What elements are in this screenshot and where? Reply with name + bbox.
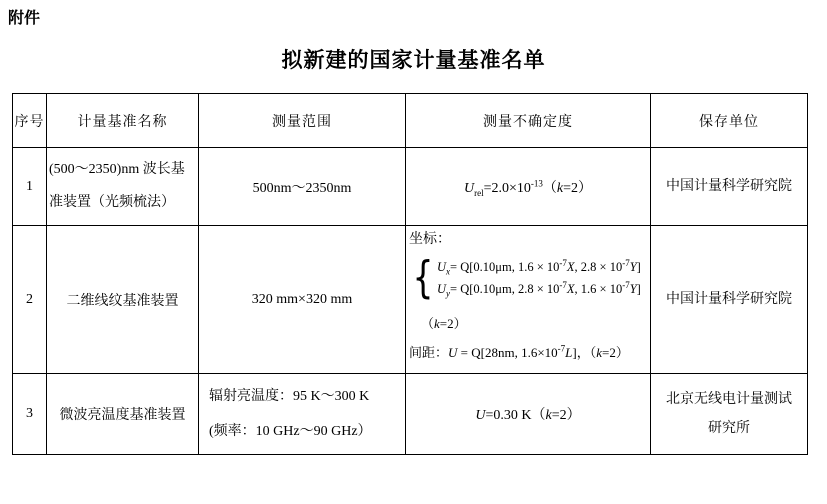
measurement-uncertainty: $U_{rel}=2.0\times 10^{-13}(k=2)$ bbox=[406, 148, 651, 226]
spacing-uncertainty: 间距：U = Q[28nm, $1.6\times 10^{-7}L$]，（k=2） bbox=[409, 343, 629, 360]
header-row bbox=[13, 94, 808, 148]
row-index: 2 bbox=[13, 226, 47, 374]
brace-glyph: { bbox=[412, 252, 434, 303]
range-line-2: (频率：10 GHz～90 GHz） bbox=[209, 424, 372, 439]
measurement-uncertainty bbox=[406, 226, 651, 374]
equation-ux: $U_x= Q[0.10\mu m$, $1.6 \times 10^{-7}X$, $2.8 \times 10^{-7}Y$] bbox=[437, 257, 641, 277]
standard-name: 二维线纹基准装置 bbox=[47, 226, 199, 374]
measurement-range: 320 mm×320 mm bbox=[199, 226, 406, 374]
coverage-factor: （k=2） bbox=[421, 316, 467, 331]
keeper-org: 中国计量科学研究院 bbox=[651, 148, 808, 226]
col-header-keeper: 保存单位 bbox=[651, 94, 808, 148]
standard-name: 微波亮温度基准装置 bbox=[47, 374, 199, 455]
table-row-3 bbox=[13, 374, 808, 455]
keeper-org: 中国计量科学研究院 bbox=[651, 226, 808, 374]
standards-table bbox=[12, 93, 808, 455]
table-row-1 bbox=[13, 148, 808, 226]
measurement-range bbox=[199, 374, 406, 455]
attachment-label: 附件 bbox=[8, 10, 41, 27]
range-line-1: 辐射亮温度：95 K～300 K bbox=[209, 389, 370, 404]
col-header-uncertainty: 测量不确定度 bbox=[406, 94, 651, 148]
table-row-2 bbox=[13, 226, 808, 374]
measurement-uncertainty: U=0.30 K（k=2） bbox=[406, 374, 651, 455]
standard-name: (500～2350)nm 波长基准装置（光频梳法） bbox=[47, 148, 199, 226]
col-header-index: 序号 bbox=[13, 94, 47, 148]
row-index: 3 bbox=[13, 374, 47, 455]
keeper-line-1: 北京无线电计量测试 bbox=[666, 391, 792, 407]
coordinate-label: 坐标： bbox=[409, 232, 451, 247]
col-header-name: 计量基准名称 bbox=[47, 94, 199, 148]
page-title: 拟新建的国家计量基准名单 bbox=[281, 48, 546, 72]
equations bbox=[437, 256, 641, 300]
equation-group bbox=[409, 254, 648, 302]
measurement-range: 500nm～2350nm bbox=[199, 148, 406, 226]
keeper-org bbox=[651, 374, 808, 455]
keeper-line-2: 研究所 bbox=[708, 421, 750, 436]
equation-uy: $U_y= Q[0.10\mu m$, $2.8 \times 10^{-7}X$, $1.6 \times 10^{-7}Y$] bbox=[437, 279, 641, 299]
col-header-range: 测量范围 bbox=[199, 94, 406, 148]
row-index: 1 bbox=[13, 148, 47, 226]
